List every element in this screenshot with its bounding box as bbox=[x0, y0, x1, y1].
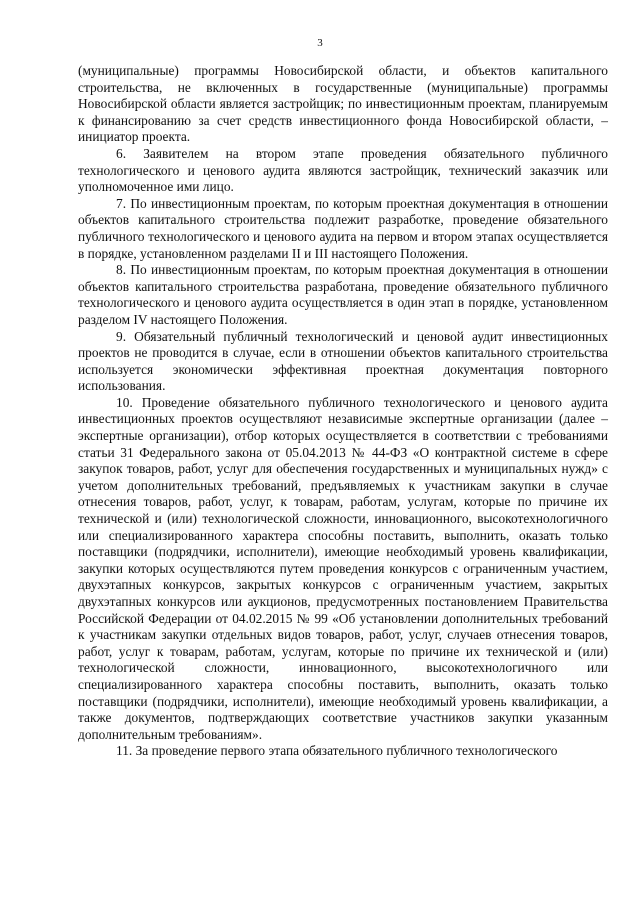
document-body bbox=[78, 63, 608, 760]
paragraph-6: 6. Заявителем на втором этапе проведения обязательного публичного технологического и ценового аудита являются застройщик, технический заказчик или уполномоченное ими лицо. bbox=[78, 145, 608, 195]
paragraph-9: 9. Обязательный публичный технологический и ценовой аудит инвестиционных проектов не проводится в случае, если в отношении объектов капитального строительства используется экономически эффективная проектная документация повторного использования. bbox=[78, 328, 608, 394]
paragraph-8: 8. По инвестиционным проектам, по которым проектная документация в отношении объектов капитального строительства разработана, проведение обязательного публичного технологического и ценового аудита осуществляется в один этап в порядке, установленном разделом IV настоящего Положения. bbox=[78, 262, 608, 327]
paragraph-7: 7. По инвестиционным проектам, по которым проектная документация в отношении объектов капитального строительства подлежит разработке, проведение обязательного публичного технологического и ценового аудита на первом и втором этапах осуществляется в порядке, установленном разделами II и III настоящего Положения. bbox=[78, 195, 608, 261]
paragraph-10: 10. Проведение обязательного публичного технологического и ценового аудита инвестиционных проектов осуществляют независимые экспертные организации (далее – экспертные организации), отбор которых осуществляется в соответствии с требованиями статьи 31 Федерального закона от 05.04.2013 № 44-ФЗ «О контрактной системе в сфере закупок товаров, работ, услуг для обеспечения государственных и муниципальных нужд» с учетом дополнительных требований, предъявляемых к участникам закупки в случае отнесения товаров, работ, услуг, к товарам, работам, услугам, которые по причине их технической и (или) технологической сложности, инновационного, высокотехнологичного или специализированного характера способны поставить, выполнить, оказать только поставщики (подрядчики, исполнители), имеющие необходимый уровень квалификации, закупки которых осуществляются путем проведения конкурсов с ограниченным участием, двухэтапных конкурсов, закрытых конкурсов с ограниченным участием, закрытых двухэтапных конкурсов или аукционов, предусмотренных постановлением Правительства Российской Федерации от 04.02.2015 № 99 «Об установлении дополнительных требований к участникам закупки отдельных видов товаров, работ, услуг, случаев отнесения товаров, работ, услуг к товарам, работам, услугам, которые по причине их технической и (или) технологической сложности, инновационного, высокотехнологичного или специализированного характера способны поставить, выполнить, оказать только поставщики (подрядчики, исполнители), имеющие необходимый уровень квалификации, а также документов, подтверждающих соответствие участников закупки указанным дополнительным требованиям». bbox=[78, 394, 608, 742]
page-number: 3 bbox=[317, 37, 323, 49]
paragraph-continuation: (муниципальные) программы Новосибирской области, и объектов капитального строительства, не включенных в государственные (муниципальные) программы Новосибирской области является застройщик; по инвестиционным проектам, планируемым к финансированию за счет средств инвестиционного фонда Новосибирской области, – инициатор проекта. bbox=[78, 63, 608, 145]
paragraph-11: 11. За проведение первого этапа обязательного публичного технологического bbox=[116, 743, 558, 759]
